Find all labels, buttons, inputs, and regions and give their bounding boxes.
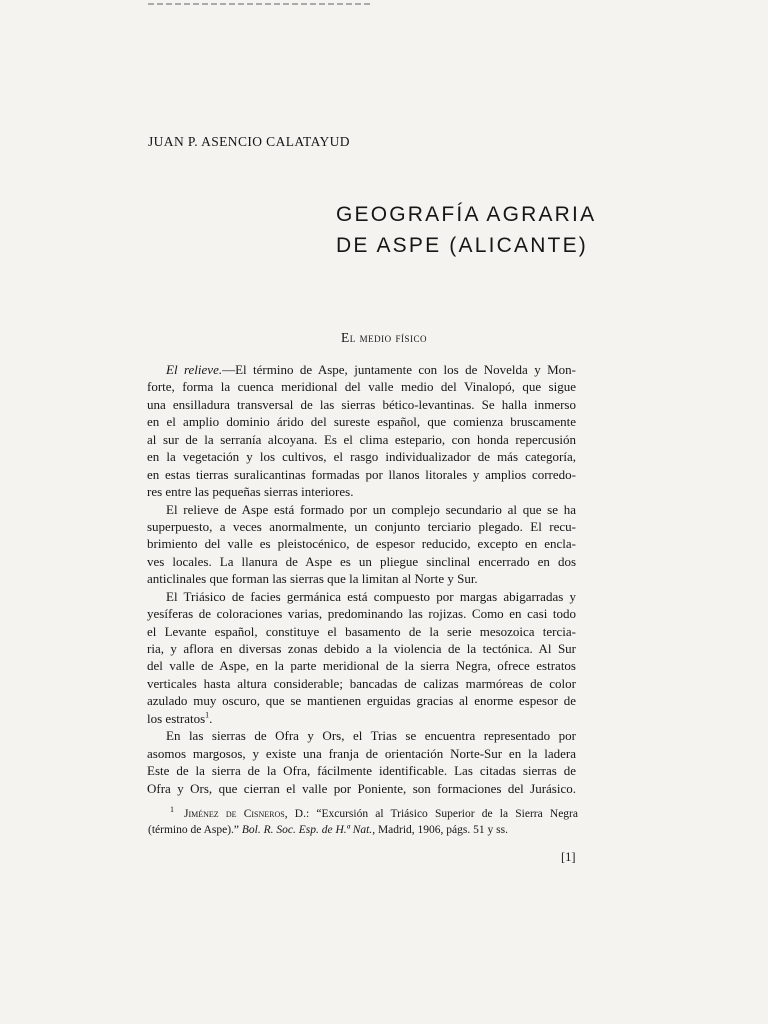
text-line: El Triásico de facies germánica está compuesto por margas abigarradas y bbox=[166, 588, 576, 604]
text-line: superpuesto, a veces anormalmente, un conjunto terciario plegado. El recu- bbox=[147, 518, 576, 534]
footnote bbox=[148, 806, 578, 838]
text-line: en el amplio dominio árido del sureste español, que comienza bruscamente bbox=[147, 414, 576, 430]
text-line: En las sierras de Ofra y Ors, el Trias se encuentra representado por bbox=[166, 728, 576, 744]
text-line: en la vegetación y los cultivos, el rasgo individualizador de más categoría, bbox=[147, 449, 576, 465]
text-line: ves locales. La llanura de Aspe es un pliegue sinclinal encerrado en dos bbox=[147, 553, 576, 569]
text-line: una ensilladura transversal de las sierras bético-levantinas. Se halla inmerso bbox=[147, 396, 576, 412]
text-line: res entre las pequeñas sierras interiores. bbox=[147, 484, 354, 500]
text-line: brimiento del valle es pleistocénico, de espesor reducido, excepto en encla- bbox=[147, 536, 576, 552]
paragraph bbox=[147, 501, 576, 588]
text-line: azulado muy oscuro, que se mantienen erguidas gracias al enorme espesor de bbox=[147, 693, 576, 709]
text-line: Ofra y Ors, que cierran el valle por Poniente, son formaciones del Jurásico. bbox=[147, 780, 576, 796]
article-title bbox=[336, 199, 596, 261]
paragraph bbox=[147, 727, 576, 797]
footnote-line: $^1$ Jiménez de Cisneros, D.: “Excursión al Triásico Superior de la Sierra Negra bbox=[170, 805, 578, 820]
footnote-marker: 1 bbox=[170, 805, 174, 815]
title-line-2: DE ASPE (ALICANTE) bbox=[336, 234, 588, 257]
text-line: asomos margosos, y existe una franja de orientación Norte-Sur en la ladera bbox=[147, 745, 576, 761]
text-line: forte, forma la cuenca meridional del valle medio del Vinalopó, que sigue bbox=[147, 379, 576, 395]
title-line-1: GEOGRAFÍA AGRARIA bbox=[336, 203, 597, 226]
text-line: en estas tierras suralicantinas formadas por llanos litorales y amplios corredo- bbox=[147, 466, 576, 482]
section-heading: El medio físico bbox=[341, 330, 427, 345]
scan-artifact bbox=[148, 3, 370, 5]
text-line: verticales hasta altura considerable; bancadas de calizas marmóreas de color bbox=[147, 675, 576, 691]
text-line: al sur de la serranía alcoyana. Es el clima estepario, con honda repercusión bbox=[147, 431, 576, 447]
paragraph bbox=[147, 588, 576, 728]
text-line: los estratos$^1$. bbox=[147, 710, 213, 726]
text-line: el Levante español, constituye el basamento de la serie mesozoica tercia- bbox=[147, 623, 576, 639]
page-number: [1] bbox=[561, 850, 576, 864]
text-line: del valle de Aspe, en la parte meridional de la sierra Negra, ofrece estratos bbox=[147, 658, 576, 674]
footnote-reference: 1 bbox=[205, 710, 210, 720]
text-line: El relieve de Aspe está formado por un complejo secundario al que se ha bbox=[166, 501, 576, 517]
text-line: yesíferas de coloraciones varias, predominando las rojizas. Como en casi todo bbox=[147, 606, 576, 622]
author-name: JUAN P. ASENCIO CALATAYUD bbox=[148, 134, 350, 149]
footnote-author: Jiménez de Cisneros bbox=[184, 808, 285, 820]
paragraph-lead: El relieve. bbox=[166, 362, 223, 377]
text-line: ria, y aflora en diversas zonas debido a la violencia de la tectónica. Al Sur bbox=[147, 641, 576, 656]
footnote-line: (término de Aspe).” Bol. R. Soc. Esp. de H.ª Nat., Madrid, 1906, págs. 51 y ss. bbox=[148, 824, 508, 836]
paragraph bbox=[147, 361, 576, 501]
text-line: El relieve.—El término de Aspe, juntamente con los de Novelda y Mon- bbox=[166, 362, 577, 377]
article-body bbox=[147, 361, 576, 797]
text-line: Este de la sierra de la Ofra, fácilmente identificable. Las citadas sierras de bbox=[147, 763, 576, 779]
text-line: anticlinales que forman las sierras que la limitan al Norte y Sur. bbox=[147, 571, 478, 587]
footnote-journal: Bol. R. Soc. Esp. de H.ª Nat. bbox=[241, 824, 373, 836]
